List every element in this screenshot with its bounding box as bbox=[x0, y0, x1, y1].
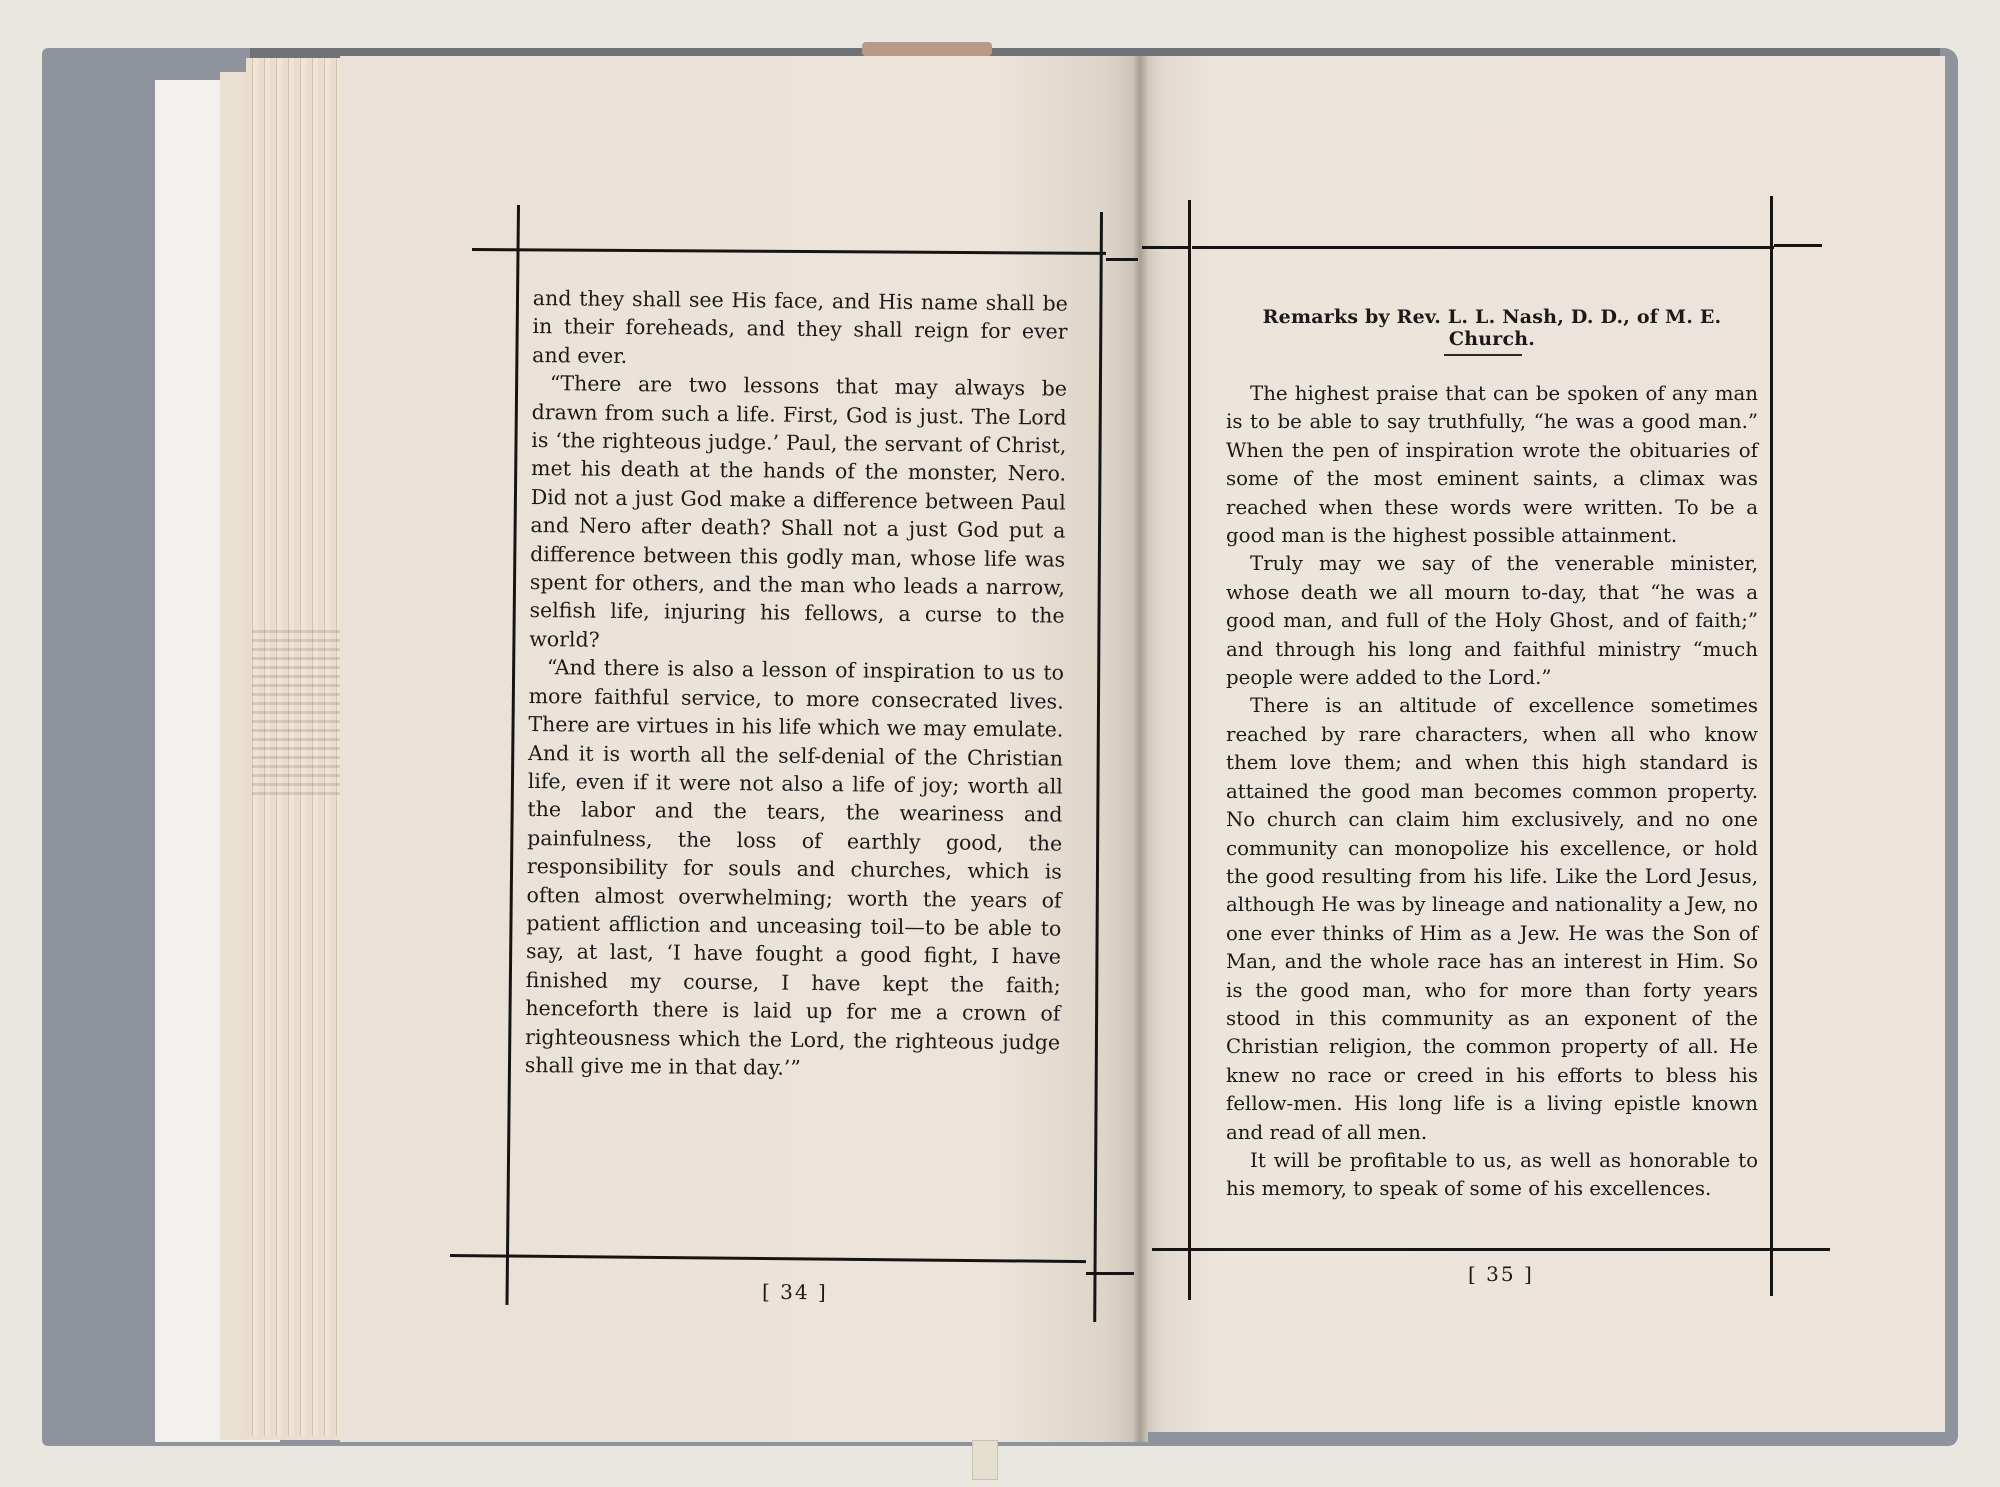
right-frame-top-rule-right-ext bbox=[1774, 244, 1822, 247]
page-number-35: [ 35 ] bbox=[1468, 1262, 1534, 1286]
right-paragraph: Truly may we say of the venerable minister, whose death we all mourn to-day, that “he was a good man, and full of the Holy Ghost, and of faith;” and through his long and faithful ministry “much people were added to the Lord.” bbox=[1226, 552, 1758, 690]
right-frame-right-rule bbox=[1770, 196, 1773, 1296]
right-paragraph: The highest praise that can be spoken of any man is to be able to say truthfully, “he was a good man.” When the pen of inspiration wrote the obituaries of some of the most eminent saints, a climax was reached when these words were written. To be a good man is the highest possible attainment. bbox=[1226, 382, 1758, 548]
page-number-34: [ 34 ] bbox=[761, 1279, 828, 1305]
right-page-heading: Remarks by Rev. L. L. Nash, D. D., of M. E. Church. bbox=[1262, 306, 1722, 350]
bleed-through-shadow bbox=[252, 630, 348, 800]
left-page-body bbox=[525, 284, 1068, 1085]
right-page-body bbox=[1226, 380, 1758, 1204]
left-paragraph: and they shall see His face, and His name shall be in their foreheads, and they shall reign for ever and ever. bbox=[532, 285, 1068, 368]
left-frame-top-rule-ext bbox=[1106, 258, 1138, 261]
bookmark-ribbon bbox=[972, 1440, 998, 1480]
book-gutter bbox=[1132, 56, 1148, 1442]
right-frame-top-rule-left-ext bbox=[1142, 246, 1190, 249]
right-frame-top-rule bbox=[1192, 246, 1774, 249]
headband bbox=[862, 42, 992, 56]
left-paragraph: “There are two lessons that may always be drawn from such a life. First, God is just. The Lord is ‘the righteous judge.’ Paul, the servant of Christ, met his death at the hands of the monster, Nero. Did not a just God make a difference between Paul and Nero after death? Shall not a just God put a difference between this godly man, whose life was spent for others, and the man who leads a narrow, selfish life, injuring his fellows, a curse to the world? bbox=[529, 371, 1068, 652]
right-paragraph: There is an altitude of excellence sometimes reached by rare characters, when all who know them love them; and when this high standard is attained the good man becomes common property. No church can claim him exclusively, and no one community can monopolize his excellence, or hold the good resulting from his life. Like the Lord Jesus, although He was by lineage and nationality a Jew, no one ever thinks of Him as a Jew. He was the Son of Man, and the whole race has an interest in Him. So is the good man, who for more than forty years stood in this community as an exponent of the Christian religion, the common property of all. He knew no race or creed in his efforts to bless his fellow-men. His long life is a living epistle known and read of all men. bbox=[1226, 694, 1758, 1144]
left-paragraph: “And there is also a lesson of inspiration to us to more faithful service, to more consecrated lives. There are virtues in his life which we may emulate. And it is worth all the self-denial of the Christian life, even if it were not also a life of joy; worth all the labor and the tears, the weariness and painfulness, the loss of earthly good, the responsibility for souls and churches, which is often almost overwhelming; worth the years of patient affliction and unceasing toil—to be able to say, at last, ‘I have fought a good fight, I have finished my course, I have kept the faith; henceforth there is laid up for me a crown of righteousness which the Lord, the righteous judge shall give me in that day.’” bbox=[524, 655, 1065, 1080]
heading-divider bbox=[1444, 354, 1522, 356]
right-frame-bottom-rule bbox=[1152, 1248, 1830, 1251]
right-frame-left-rule bbox=[1188, 200, 1191, 1300]
right-paragraph: It will be profitable to us, as well as honorable to his memory, to speak of some of his excellences. bbox=[1226, 1148, 1758, 1201]
